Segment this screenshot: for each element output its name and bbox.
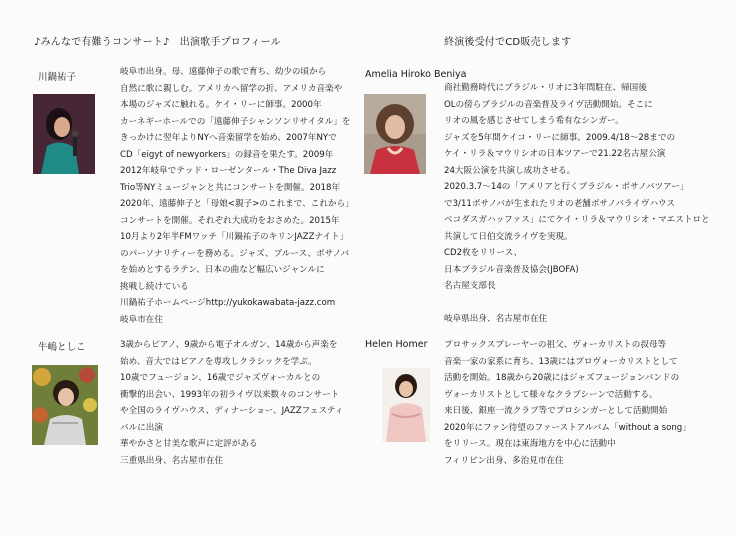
bio-line: 3歳からピアノ、9歳から電子オルガン、14歳から声楽を [120,340,338,350]
bio-line: 始め、音大ではピアノを専攻しクラシックを学ぶ。 [120,356,317,367]
bio-line: 2020年にファン待望のファーストアルバム「without a song」 [444,422,691,433]
singer-bio-kawabata [120,64,354,328]
singer-name-ushijima: 牛嶋としこ [38,342,86,353]
bio-line: 2020年、遠藤伸子と「母娘<親子>のこれまで、これから」 [120,199,354,209]
bio-line: 三重県出身、名古屋市在住 [120,455,224,466]
bio-line: 2020.3.7～14の「アメリアと行くブラジル・ボサノバツアー」 [444,182,689,192]
bio-line: 岐阜市出身。母、遠藤伸子の歌で育ち、幼少の頃から [120,67,327,77]
bio-line: 商社勤務時代にブラジル・リオに3年間駐在、帰国後 [444,83,647,93]
bio-line: をリリース。現在は東海地方を中心に活動中 [444,439,616,449]
bio-line: 衝撃的出会い、1993年の初ライヴ以来数々のコンサート [120,389,340,400]
bio-line: で3/11ボサノバが生まれたリオの老舗ボサノバライヴハウス [444,198,675,209]
singer-name-beniya: Amelia Hiroko Beniya [365,69,467,80]
singer-bio-beniya [444,80,710,328]
bio-line: 2012年岐阜でテッド・ローゼンタール・The Diva Jazz [120,166,337,176]
singer-photo-kawabata [33,94,95,174]
singer-bio-ushijima [120,337,343,469]
bio-line: 日本ブラジル音楽普及協会(JBOFA) [444,264,579,275]
bio-line: 来日後、銀座一流クラブ等でプロシンガーとして活動開始 [444,406,668,416]
bio-line: プロサックスプレーヤーの祖父、ヴォーカリストの叔母等 [444,340,667,350]
bio-line: 岐阜市在住 [120,314,163,325]
bio-line [444,295,710,312]
bio-line: フィリピン出身、多治見市在住 [444,455,564,466]
page-title: ♪みんなで有難うコンサート♪ 出演歌手プロフィール [34,37,281,48]
bio-line: きっかけに翌年よりNYへ音楽留学を始め、2007年NYで [120,133,337,143]
bio-line: コンサートを開催。それぞれ大成功をおさめた。2015年 [120,215,340,226]
bio-line: ベコダスガハッファス」にてケイ・リラ＆マウリシオ・マエストロと [444,215,710,225]
bio-line: 自然に歌に親しむ。アメリカへ留学の折、アメリカ音楽や [120,83,343,94]
bio-line: Trio等NYミュージャンと共にコンサートを開催。2018年 [120,182,341,193]
bio-line: 24大阪公演を共演し成功させる。 [444,165,576,176]
bio-line: CD2枚をリリース、 [444,248,523,258]
bio-line: や全国のライヴハウス、ディナーショー、JAZZフェスティ [120,406,344,416]
bio-line: 共演して日伯交流ライヴを実現。 [444,231,573,242]
bio-line: を始めとするラテン、日本の曲など幅広いジャンルに [120,265,325,275]
bio-line: バルに出演 [120,422,163,433]
bio-line: 岐阜県出身、名古屋市在住 [444,314,548,324]
bio-line: 本場のジャズに触れる。ケイ・リーに師事。2000年 [120,100,322,110]
bio-line: ジャズを5年間ケイコ・リーに師事。2009.4/18～28までの [444,132,676,143]
singer-name-homer: Helen Homer [365,339,428,350]
bio-line: OLの傍らブラジルの音楽普及ライヴ活動開始。そこに [444,99,653,110]
singer-photo-ushijima [32,365,98,445]
bio-line: 10歳でフュージョン、16歳でジャズヴォーカルとの [120,373,321,383]
singer-photo-beniya [364,94,426,174]
bio-line: 活動を開始。18歳から20歳にはジャズフュージョンバンドの [444,373,680,383]
singer-name-kawabata: 川鍋祐子 [38,72,77,83]
cd-sale-notice: 終演後受付でCD販売します [444,37,572,48]
bio-line: 音楽一家の家系に育ち、13歳にはプロヴォーカリストとして [444,356,678,367]
bio-line: リオの風を感じさせてしまう希有なシンガー。 [444,116,624,126]
bio-line: 名古屋支部長 [444,281,496,291]
bio-line: のパーソナリティーを務める。ジャズ、ブルース、ボサノバ [120,248,350,259]
bio-line: 挑戦し続けている [120,281,189,292]
bio-line: 川鍋祐子ホームページhttp://yukokawabata-jazz.com [120,298,336,308]
bio-line: カーネギーホールでの「遠藤伸子シャンソンリサイタル」を [120,116,351,127]
bio-line: 華やかさと甘美な歌声に定評がある [120,439,258,449]
singer-bio-homer [444,337,691,469]
bio-line: CD「eigyt of newyorkers」の録音を果たす。2009年 [120,149,334,160]
bio-line: 10月より2年半FMワッチ「川鍋祐子のキリンJAZZナイト」 [120,232,349,242]
bio-line: ヴォーカリストとして様々なクラブシーンで活動する。 [444,389,658,400]
bio-line: ケイ・リラ＆マウリシオの日本ツアーで21.22名古屋公演 [444,149,666,159]
singer-photo-homer [382,368,430,442]
